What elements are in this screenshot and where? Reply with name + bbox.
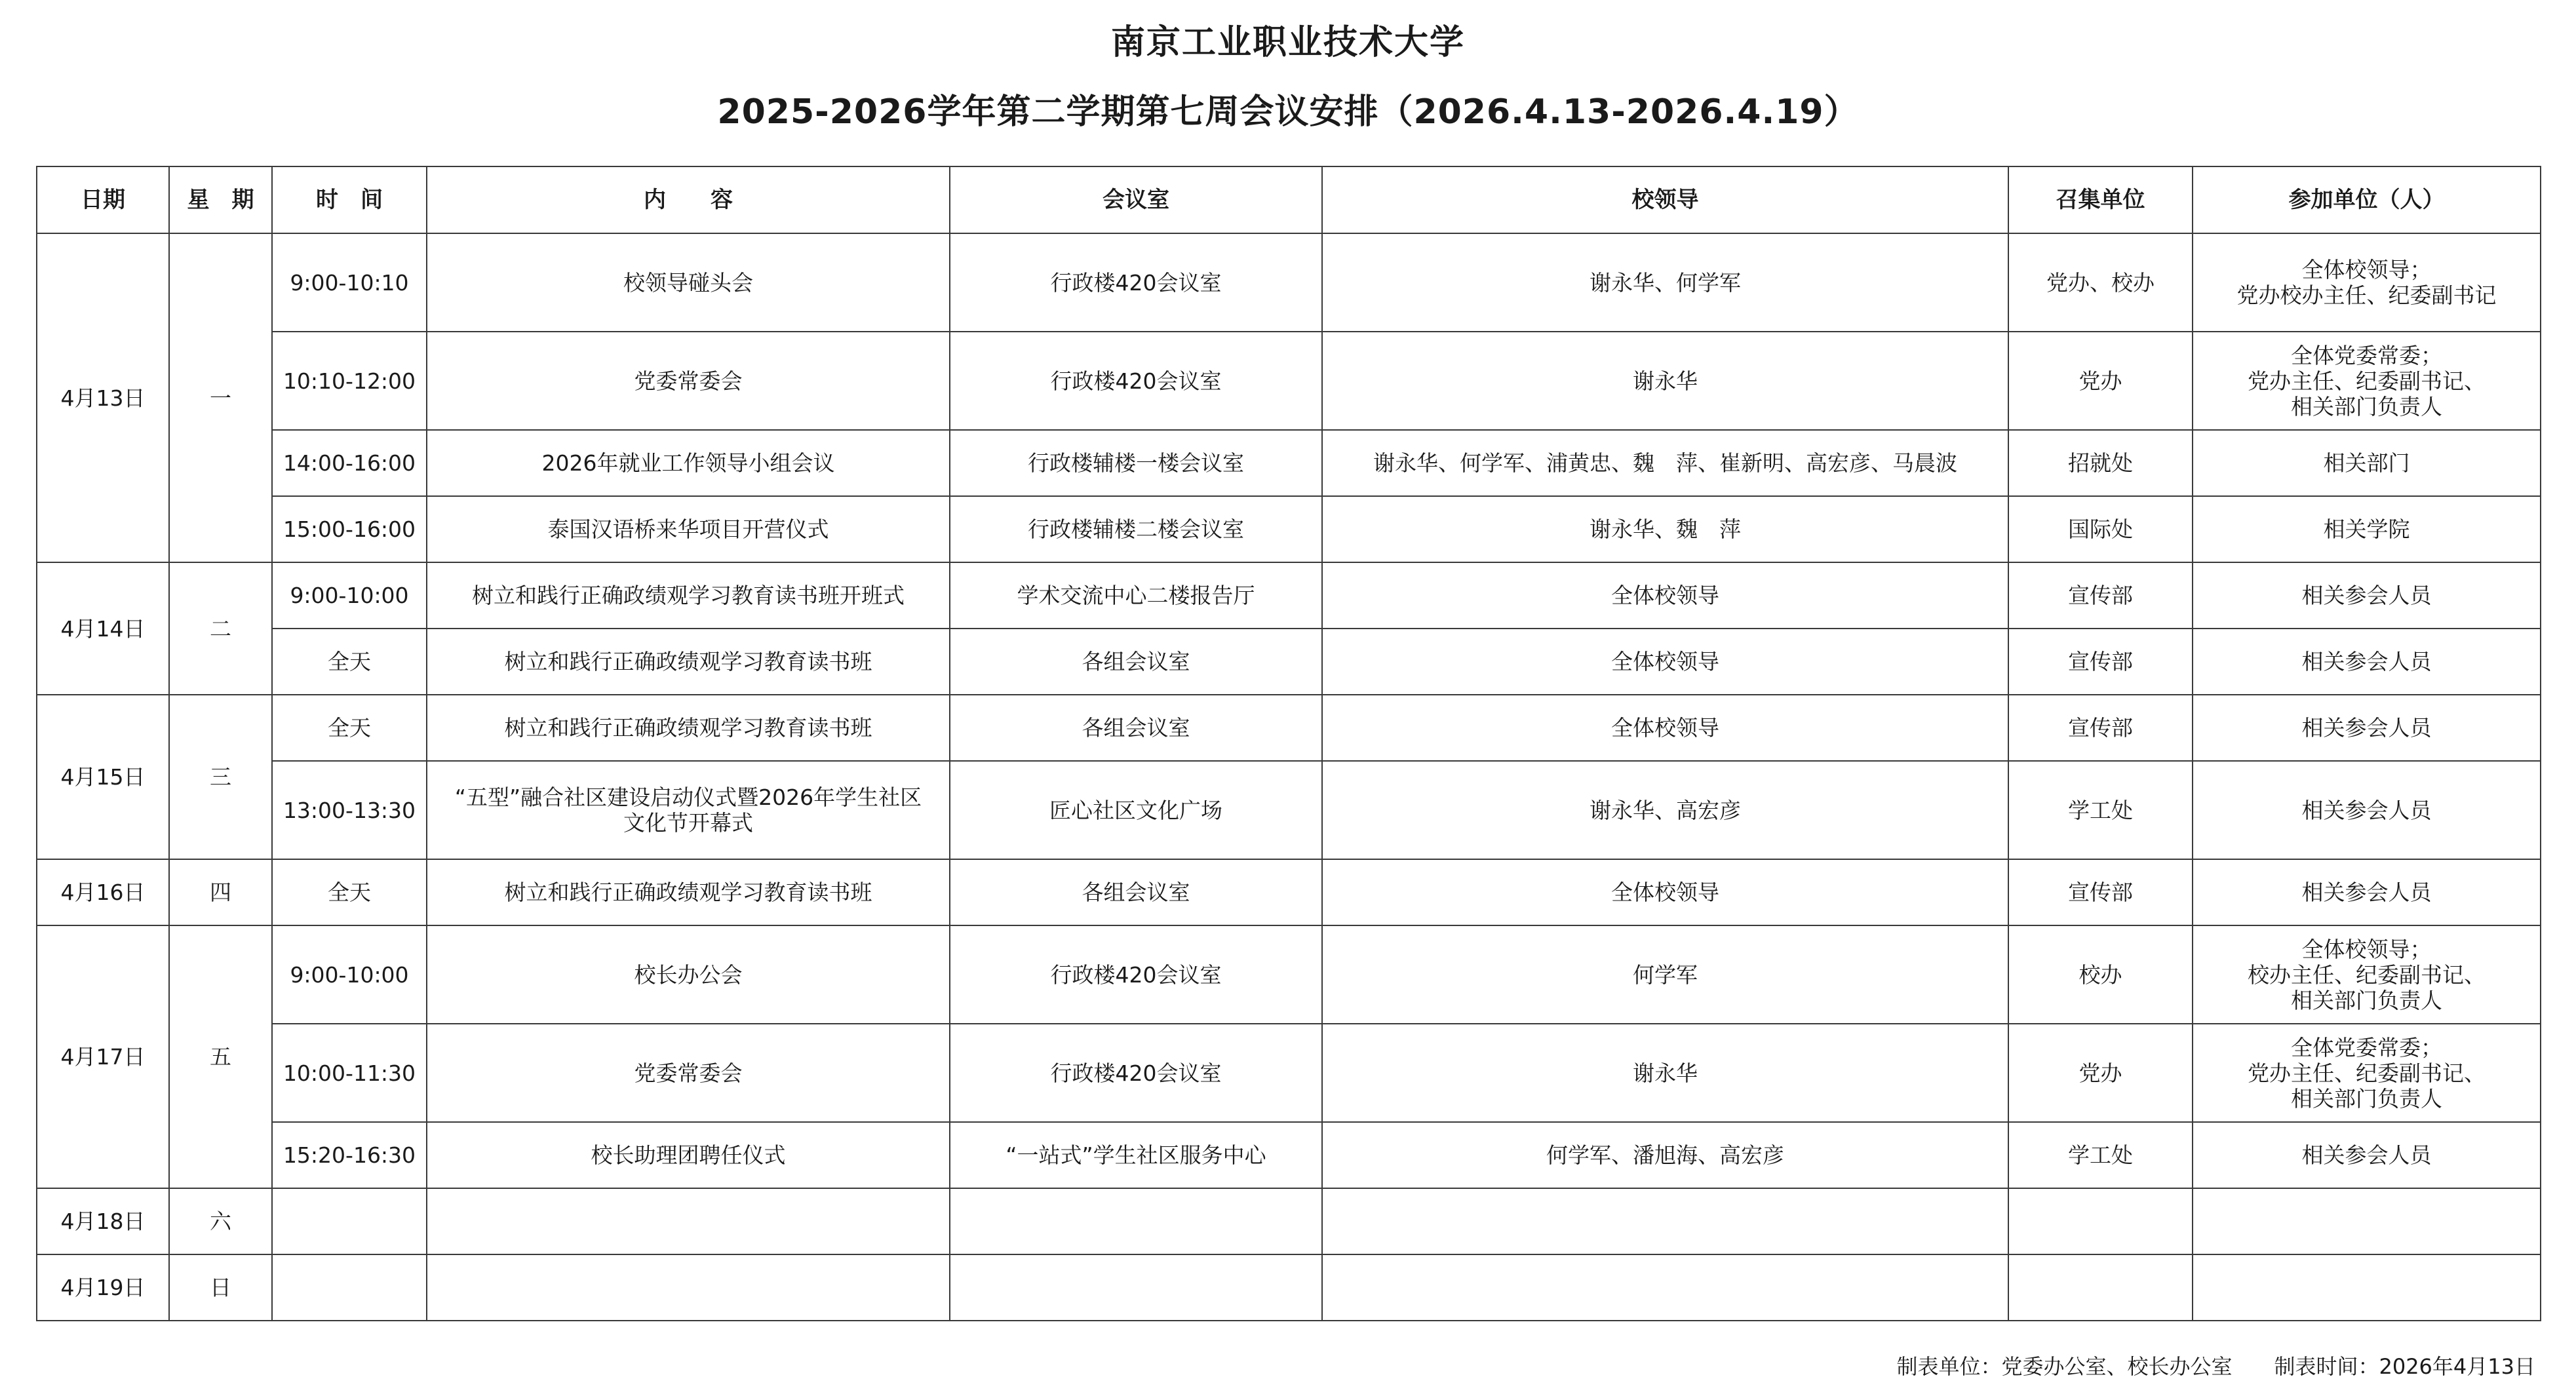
date-cell: 4月13日 — [37, 233, 169, 562]
content-cell: 校长助理团聘任仪式 — [427, 1122, 950, 1188]
room-cell: 行政楼辅楼二楼会议室 — [950, 496, 1322, 562]
time-cell: 15:20-16:30 — [272, 1122, 427, 1188]
convener-cell: 招就处 — [2008, 430, 2193, 496]
table-row — [37, 859, 2541, 925]
empty-cell — [950, 1254, 1322, 1321]
table-row — [37, 761, 2541, 859]
time-cell: 全天 — [272, 859, 427, 925]
participants-cell — [2193, 925, 2541, 1024]
room-cell: 行政楼420会议室 — [950, 233, 1322, 332]
page-title: 南京工业职业技术大学 — [1110, 23, 1465, 62]
participants-cell: 相关参会人员 — [2193, 859, 2541, 925]
convener-cell: 党办 — [2008, 1024, 2193, 1122]
table-row — [37, 1122, 2541, 1188]
room-cell: 匠心社区文化广场 — [950, 761, 1322, 859]
table-row — [37, 1254, 2541, 1321]
leaders-cell: 全体校领导 — [1322, 629, 2008, 695]
participants-cell — [2193, 332, 2541, 430]
room-cell: 各组会议室 — [950, 859, 1322, 925]
participants-line: 相关部门负责人 — [2291, 987, 2442, 1013]
content-cell: 校长办公会 — [427, 925, 950, 1024]
date-cell: 4月17日 — [37, 925, 169, 1188]
leaders-cell: 谢永华、何学军 — [1322, 233, 2008, 332]
content-cell: 树立和践行正确政绩观学习教育读书班 — [427, 629, 950, 695]
table-row — [37, 562, 2541, 629]
empty-cell — [427, 1188, 950, 1254]
empty-cell — [2193, 1188, 2541, 1254]
time-cell: 14:00-16:00 — [272, 430, 427, 496]
table-row — [37, 925, 2541, 1024]
table-footer: 制表单位：党委办公室、校长办公室 制表时间：2026年4月13日 — [1896, 1354, 2535, 1379]
leaders-cell: 全体校领导 — [1322, 859, 2008, 925]
participants-line: 党办主任、纪委副书记、 — [2248, 368, 2486, 394]
empty-cell — [272, 1254, 427, 1321]
convener-cell: 学工处 — [2008, 761, 2193, 859]
content-cell: 树立和践行正确政绩观学习教育读书班 — [427, 695, 950, 761]
header-time: 时 间 — [272, 166, 427, 233]
room-cell: 各组会议室 — [950, 629, 1322, 695]
time-cell: 10:10-12:00 — [272, 332, 427, 430]
empty-cell — [272, 1188, 427, 1254]
date-cell: 4月16日 — [37, 859, 169, 925]
time-cell: 全天 — [272, 629, 427, 695]
participants-cell: 相关参会人员 — [2193, 1122, 2541, 1188]
convener-cell: 国际处 — [2008, 496, 2193, 562]
table-row — [37, 1188, 2541, 1254]
table-row — [37, 332, 2541, 430]
convener-cell: 宣传部 — [2008, 859, 2193, 925]
participants-cell: 相关部门 — [2193, 430, 2541, 496]
content-line: “五型”融合社区建设启动仪式暨2026年学生社区 — [454, 785, 922, 810]
table-row — [37, 695, 2541, 761]
header-leaders: 校领导 — [1322, 166, 2008, 233]
weekday-cell: 六 — [169, 1188, 272, 1254]
header-participants: 参加单位（人） — [2193, 166, 2541, 233]
convener-cell: 学工处 — [2008, 1122, 2193, 1188]
time-cell: 15:00-16:00 — [272, 496, 427, 562]
date-cell: 4月19日 — [37, 1254, 169, 1321]
leaders-cell: 谢永华、魏 萍 — [1322, 496, 2008, 562]
weekday-cell: 一 — [169, 233, 272, 562]
header-date: 日期 — [37, 166, 169, 233]
participants-cell — [2193, 233, 2541, 332]
participants-cell: 相关参会人员 — [2193, 695, 2541, 761]
empty-cell — [1322, 1188, 2008, 1254]
room-cell: 行政楼420会议室 — [950, 332, 1322, 430]
leaders-cell: 全体校领导 — [1322, 695, 2008, 761]
participants-line: 相关部门负责人 — [2291, 1085, 2442, 1112]
table-row — [37, 629, 2541, 695]
convener-cell: 宣传部 — [2008, 562, 2193, 629]
date-cell: 4月14日 — [37, 562, 169, 695]
header-content: 内 容 — [427, 166, 950, 233]
participants-cell: 相关参会人员 — [2193, 562, 2541, 629]
room-cell: 行政楼420会议室 — [950, 1024, 1322, 1122]
content-line: 文化节开幕式 — [623, 810, 753, 836]
date-cell: 4月15日 — [37, 695, 169, 859]
participants-cell: 相关参会人员 — [2193, 761, 2541, 859]
table-row — [37, 496, 2541, 562]
weekday-cell: 三 — [169, 695, 272, 859]
participants-cell — [2193, 1024, 2541, 1122]
header-weekday: 星 期 — [169, 166, 272, 233]
participants-line: 党办主任、纪委副书记、 — [2248, 1060, 2486, 1086]
content-cell: 树立和践行正确政绩观学习教育读书班 — [427, 859, 950, 925]
room-cell: 行政楼辅楼一楼会议室 — [950, 430, 1322, 496]
schedule-table — [36, 166, 2541, 1321]
leaders-cell: 何学军 — [1322, 925, 2008, 1024]
table-row — [37, 233, 2541, 332]
table-row — [37, 430, 2541, 496]
leaders-cell: 谢永华 — [1322, 332, 2008, 430]
empty-cell — [950, 1188, 1322, 1254]
date-cell: 4月18日 — [37, 1188, 169, 1254]
weekday-cell: 四 — [169, 859, 272, 925]
participants-line: 全体党委常委； — [2291, 342, 2442, 368]
convener-cell: 宣传部 — [2008, 695, 2193, 761]
page-subtitle: 2025-2026学年第二学期第七周会议安排（2026.4.13-2026.4.19） — [717, 92, 1859, 132]
time-cell: 9:00-10:10 — [272, 233, 427, 332]
empty-cell — [2008, 1254, 2193, 1321]
header-row — [37, 166, 2541, 233]
weekday-cell: 五 — [169, 925, 272, 1188]
room-cell: “一站式”学生社区服务中心 — [950, 1122, 1322, 1188]
convener-cell: 党办、校办 — [2008, 233, 2193, 332]
participants-line: 相关部门负责人 — [2291, 393, 2442, 419]
room-cell: 学术交流中心二楼报告厅 — [950, 562, 1322, 629]
participants-line: 全体校领导； — [2301, 936, 2432, 962]
empty-cell — [2008, 1188, 2193, 1254]
time-cell: 9:00-10:00 — [272, 562, 427, 629]
participants-line: 全体校领导； — [2301, 257, 2432, 282]
content-cell: 党委常委会 — [427, 332, 950, 430]
empty-cell — [1322, 1254, 2008, 1321]
time-cell: 10:00-11:30 — [272, 1024, 427, 1122]
time-cell: 全天 — [272, 695, 427, 761]
content-cell: 树立和践行正确政绩观学习教育读书班开班式 — [427, 562, 950, 629]
participants-cell: 相关学院 — [2193, 496, 2541, 562]
leaders-cell: 谢永华、高宏彦 — [1322, 761, 2008, 859]
empty-cell — [427, 1254, 950, 1321]
convener-cell: 校办 — [2008, 925, 2193, 1024]
leaders-cell: 谢永华 — [1322, 1024, 2008, 1122]
empty-cell — [2193, 1254, 2541, 1321]
content-cell — [427, 761, 950, 859]
participants-line: 全体党委常委； — [2291, 1034, 2442, 1060]
content-cell: 党委常委会 — [427, 1024, 950, 1122]
room-cell: 各组会议室 — [950, 695, 1322, 761]
content-cell: 校领导碰头会 — [427, 233, 950, 332]
leaders-cell: 谢永华、何学军、浦黄忠、魏 萍、崔新明、高宏彦、马晨波 — [1322, 430, 2008, 496]
leaders-cell: 何学军、潘旭海、高宏彦 — [1322, 1122, 2008, 1188]
weekday-cell: 日 — [169, 1254, 272, 1321]
convener-cell: 宣传部 — [2008, 629, 2193, 695]
room-cell: 行政楼420会议室 — [950, 925, 1322, 1024]
participants-cell: 相关参会人员 — [2193, 629, 2541, 695]
time-cell: 13:00-13:30 — [272, 761, 427, 859]
header-room: 会议室 — [950, 166, 1322, 233]
time-cell: 9:00-10:00 — [272, 925, 427, 1024]
table-row — [37, 1024, 2541, 1122]
header-convener: 召集单位 — [2008, 166, 2193, 233]
weekday-cell: 二 — [169, 562, 272, 695]
participants-line: 党办校办主任、纪委副书记 — [2236, 282, 2497, 308]
content-cell: 泰国汉语桥来华项目开营仪式 — [427, 496, 950, 562]
content-cell: 2026年就业工作领导小组会议 — [427, 430, 950, 496]
participants-line: 校办主任、纪委副书记、 — [2248, 961, 2486, 988]
leaders-cell: 全体校领导 — [1322, 562, 2008, 629]
convener-cell: 党办 — [2008, 332, 2193, 430]
